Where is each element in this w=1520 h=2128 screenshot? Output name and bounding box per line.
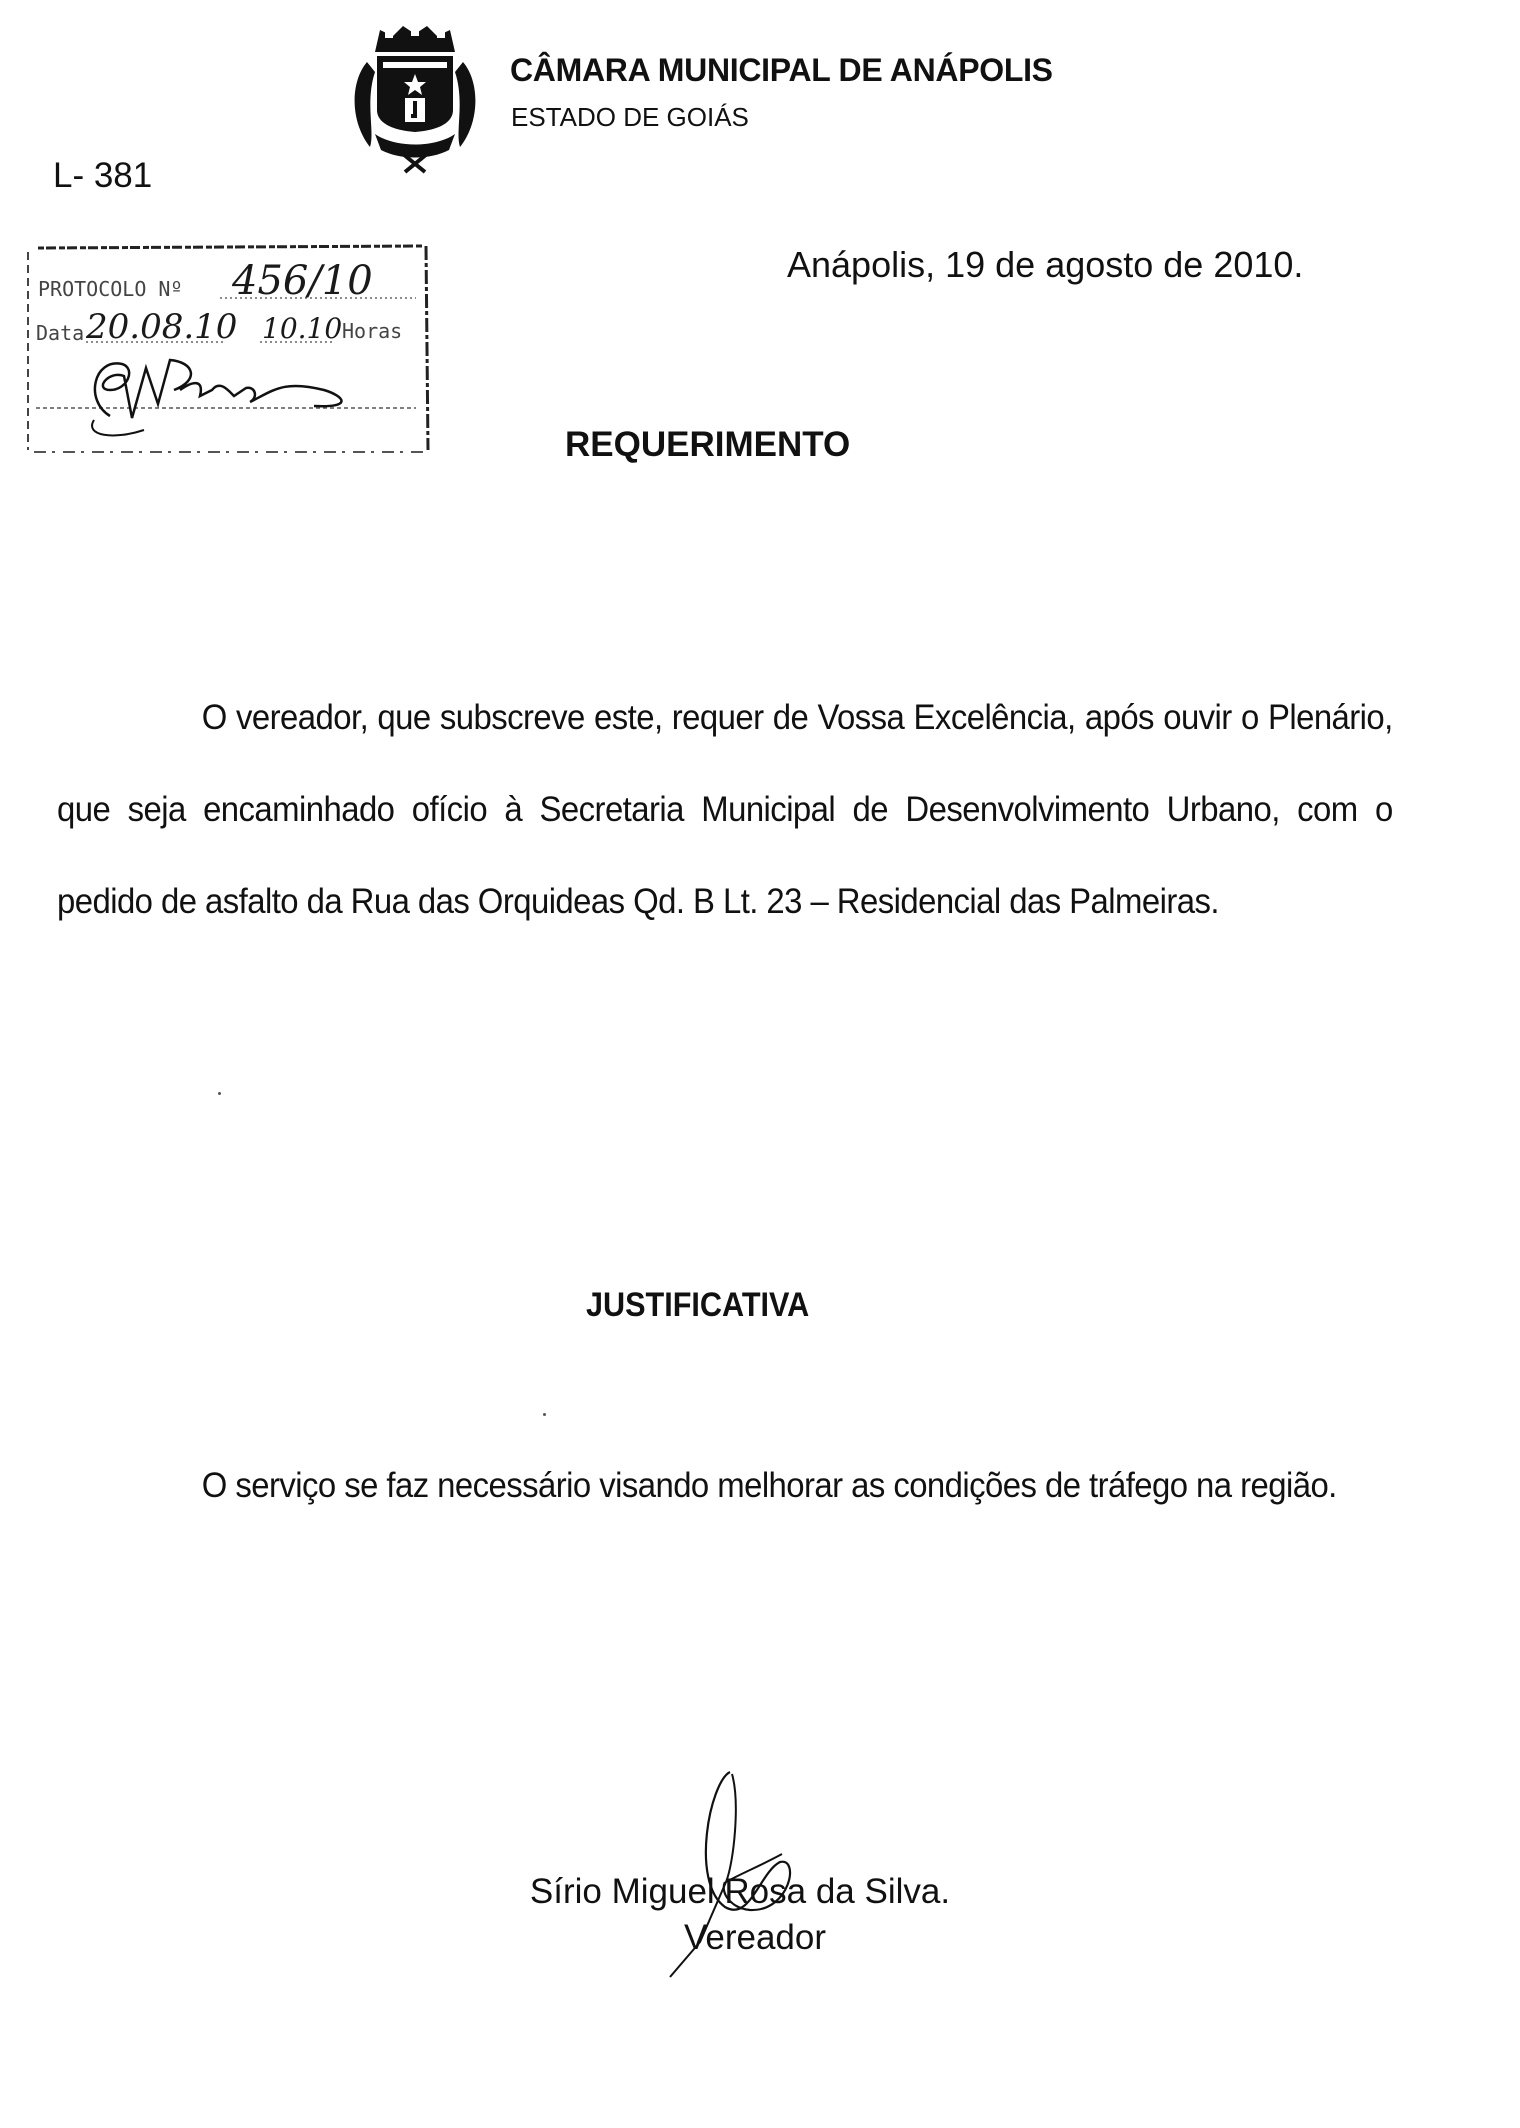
justification-heading: JUSTIFICATIVA (586, 1286, 810, 1324)
document-date: Anápolis, 19 de agosto de 2010. (787, 244, 1304, 285)
request-body-text: O vereador, que subscreve este, requer de Vossa Excelência, após ouvir o Plenário, que seja encaminhado ofício à Secretaria Municipal de Desenvolvimento Urbano, com o pedido de asfalto da Rua das Orquideas Qd. B Lt. 23 – Residencial das Palmeiras. (57, 698, 1393, 921)
request-body (57, 672, 1393, 948)
signatory-role: Vereador (683, 1918, 827, 1957)
stamp-time: 10.10 (262, 312, 343, 345)
scan-speck (218, 1092, 221, 1095)
stamp-date: 20.08.10 (86, 307, 238, 347)
protocol-stamp (24, 240, 434, 458)
justification-body-text: O serviço se faz necessário visando melhorar as condições de tráfego na região. (201, 1466, 1337, 1505)
organization-state: ESTADO DE GOIÁS (511, 102, 749, 132)
scan-speck (543, 1413, 546, 1416)
stamp-signature (92, 360, 341, 435)
protocol-number: 456/10 (232, 258, 373, 304)
time-label: Horas (342, 319, 403, 343)
organization-name: CÂMARA MUNICIPAL DE ANÁPOLIS (510, 52, 1053, 88)
justification-body (57, 1440, 1393, 1532)
request-heading: REQUERIMENTO (565, 425, 851, 464)
document-reference: L- 381 (53, 156, 153, 195)
date-label: Data (36, 321, 85, 345)
signatory-name: Sírio Miguel Rosa da Silva. (529, 1872, 951, 1911)
municipal-coat-of-arms-icon (345, 22, 485, 174)
protocol-label: PROTOCOLO Nº (38, 277, 183, 301)
